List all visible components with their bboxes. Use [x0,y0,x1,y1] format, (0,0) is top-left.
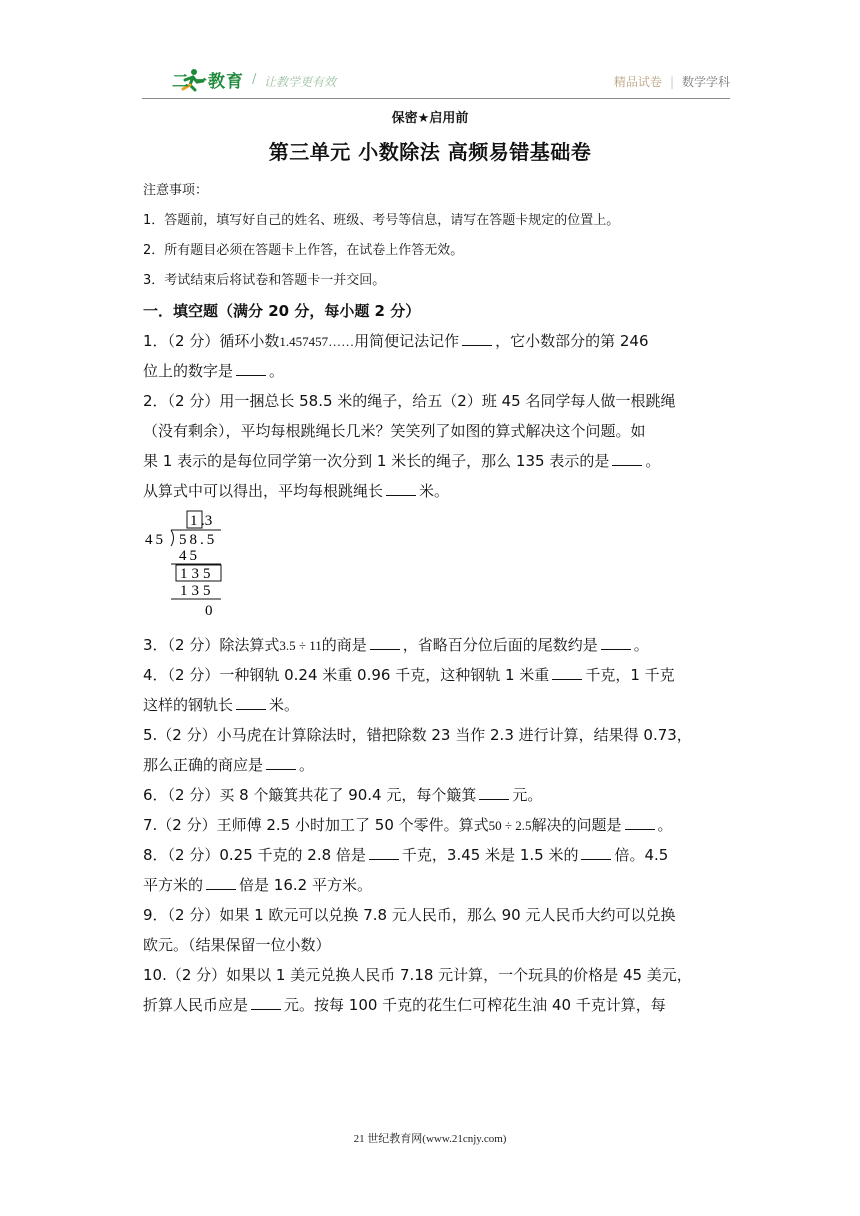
note-item: 1．答题前，填写好自己的姓名、班级、考号等信息，请写在答题卡规定的位置上。 [143,213,620,228]
divisor: 45 [145,532,166,548]
long-division-figure [143,510,731,630]
question-2-cont [143,446,731,476]
question-8-cont [143,870,731,900]
answer-blank[interactable] [370,635,400,650]
answer-blank[interactable] [601,635,631,650]
answer-blank[interactable] [479,785,509,800]
remainder-boxed: 135 [180,566,215,582]
q4-text: 千克，1 千克 [585,666,675,684]
header-right [614,73,730,90]
question-2-cont: （没有剩余），平均每根跳绳长几米？笑笑列了如图的算式解决这个问题。如 [143,422,646,440]
answer-blank[interactable] [552,665,582,680]
q3-expression: 3.5 ÷ 11 [279,638,322,653]
answer-blank[interactable] [266,755,296,770]
header-slogan: 让教学更有效 [264,75,337,89]
notes-heading: 注意事项： [143,183,209,198]
q3-text: 3．（2 分）除法算式 [143,636,280,654]
exam-content [143,176,731,1020]
answer-blank[interactable] [251,995,281,1010]
question-8 [143,840,731,870]
q7-expression: 50 ÷ 2.5 [488,818,532,833]
page-header [142,64,730,100]
quotient-rest: .3 [201,513,213,529]
q8-text: 平方米的 [143,876,204,894]
q3-text: 。 [633,636,649,654]
header-tag-subject: 数学学科 [681,75,730,89]
q4-text: 米。 [269,696,300,714]
q5-text: 那么正确的商应是 [143,756,264,774]
answer-blank[interactable] [236,695,266,710]
question-2: 2．（2 分）用一捆总长 58.5 米的绳子，给五（2）班 45 名同学每人做一根跳绳 [143,392,676,410]
confidential-label: 保密★启用前 [391,111,469,126]
q1-text: 用简便记法记作 [354,332,460,350]
header-rule [142,98,730,99]
answer-blank[interactable] [581,845,611,860]
answer-blank[interactable] [612,451,642,466]
q7-text: 7.（2 分）王师傅 2.5 小时加工了 50 个零件。算式 [143,816,489,834]
question-5: 5.（2 分）小马虎在计算除法时，错把除数 23 当作 2.3 进行计算，结果得 0.73， [143,726,692,744]
q8-text: 千克，3.45 米是 1.5 米的 [401,846,579,864]
q8-text: 8．（2 分）0.25 千克的 2.8 倍是 [143,846,366,864]
q2-text: 。 [645,452,661,470]
q1-number: 1.457457…… [279,334,355,349]
subtract-2: 135 [180,583,215,599]
q10-text: 元。按每 100 千克的花生仁可榨花生油 40 千克计算，每 [284,996,666,1014]
answer-blank[interactable] [462,331,492,346]
q8-text: 倍是 16.2 平方米。 [239,876,372,894]
q1-text: 1．（2 分）循环小数 [143,332,280,350]
question-4 [143,660,731,690]
q1-text: 。 [269,362,285,380]
q3-text: ，省略百分位后面的尾数约是 [402,636,598,654]
note-item: 3．考试结束后将试卷和答题卡一并交回。 [143,273,386,288]
question-2-cont [143,476,731,506]
q2-text: 米。 [419,482,450,500]
header-divider: | [669,75,674,89]
dividend: 58.5 [179,532,218,548]
q2-text: 从算式中可以得出，平均每根跳绳长 [143,482,384,500]
question-10: 10.（2 分）如果以 1 美元兑换人民币 7.18 元计算，一个玩具的价格是 45 美元， [143,966,692,984]
question-3 [143,630,731,660]
q3-text: 的商是 [321,636,367,654]
answer-blank[interactable] [386,481,416,496]
q4-text: 这样的钢轨长 [143,696,234,714]
q6-text: 元。 [512,786,543,804]
answer-blank[interactable] [206,875,236,890]
q6-text: 6．（2 分）买 8 个簸箕共花了 90.4 元，每个簸箕 [143,786,477,804]
q4-text: 4．（2 分）一种钢轨 0.24 米重 0.96 千克，这种钢轨 1 米重 [143,666,550,684]
answer-blank[interactable] [369,845,399,860]
quotient-boxed-digit: 1 [190,513,198,529]
question-9: 9．（2 分）如果 1 欧元可以兑换 7.8 元人民币，那么 90 元人民币大约可以兑换 [143,906,676,924]
question-1-cont [143,356,731,386]
long-division-diagram [143,510,243,630]
logo-text: 二一教育 [172,72,244,92]
division-bracket [171,530,174,546]
answer-blank[interactable] [625,815,655,830]
q1-text: ，它小数部分的第 246 [495,332,649,350]
q5-text: 。 [299,756,315,774]
final-remainder: 0 [205,603,213,619]
answer-blank[interactable] [236,361,266,376]
question-6 [143,780,731,810]
question-7 [143,810,731,840]
section-heading: 一．填空题（满分 20 分，每小题 2 分） [143,302,421,320]
header-separator: / [252,72,257,87]
question-10-cont [143,990,731,1020]
q2-text: 果 1 表示的是每位同学第一次分到 1 米长的绳子，那么 135 表示的是 [143,452,610,470]
q7-text: 解决的问题是 [531,816,622,834]
page-title: 第三单元 小数除法 高频易错基础卷 [268,140,592,164]
note-item: 2．所有题目必须在答题卡上作答，在试卷上作答无效。 [143,243,464,258]
q7-text: 。 [657,816,673,834]
page-footer: 21 世纪教育网(www.21cnjy.com) [353,1133,507,1145]
question-5-cont [143,750,731,780]
q10-text: 折算人民币应是 [143,996,249,1014]
question-4-cont [143,690,731,720]
q8-text: 倍。4.5 [614,846,669,864]
question-9-cont: 欧元。（结果保留一位小数） [143,936,331,954]
subtract-1: 45 [179,548,200,564]
q1-text: 位上的数字是 [143,362,234,380]
header-tag-premium: 精品试卷 [613,75,662,89]
question-1 [143,326,731,356]
